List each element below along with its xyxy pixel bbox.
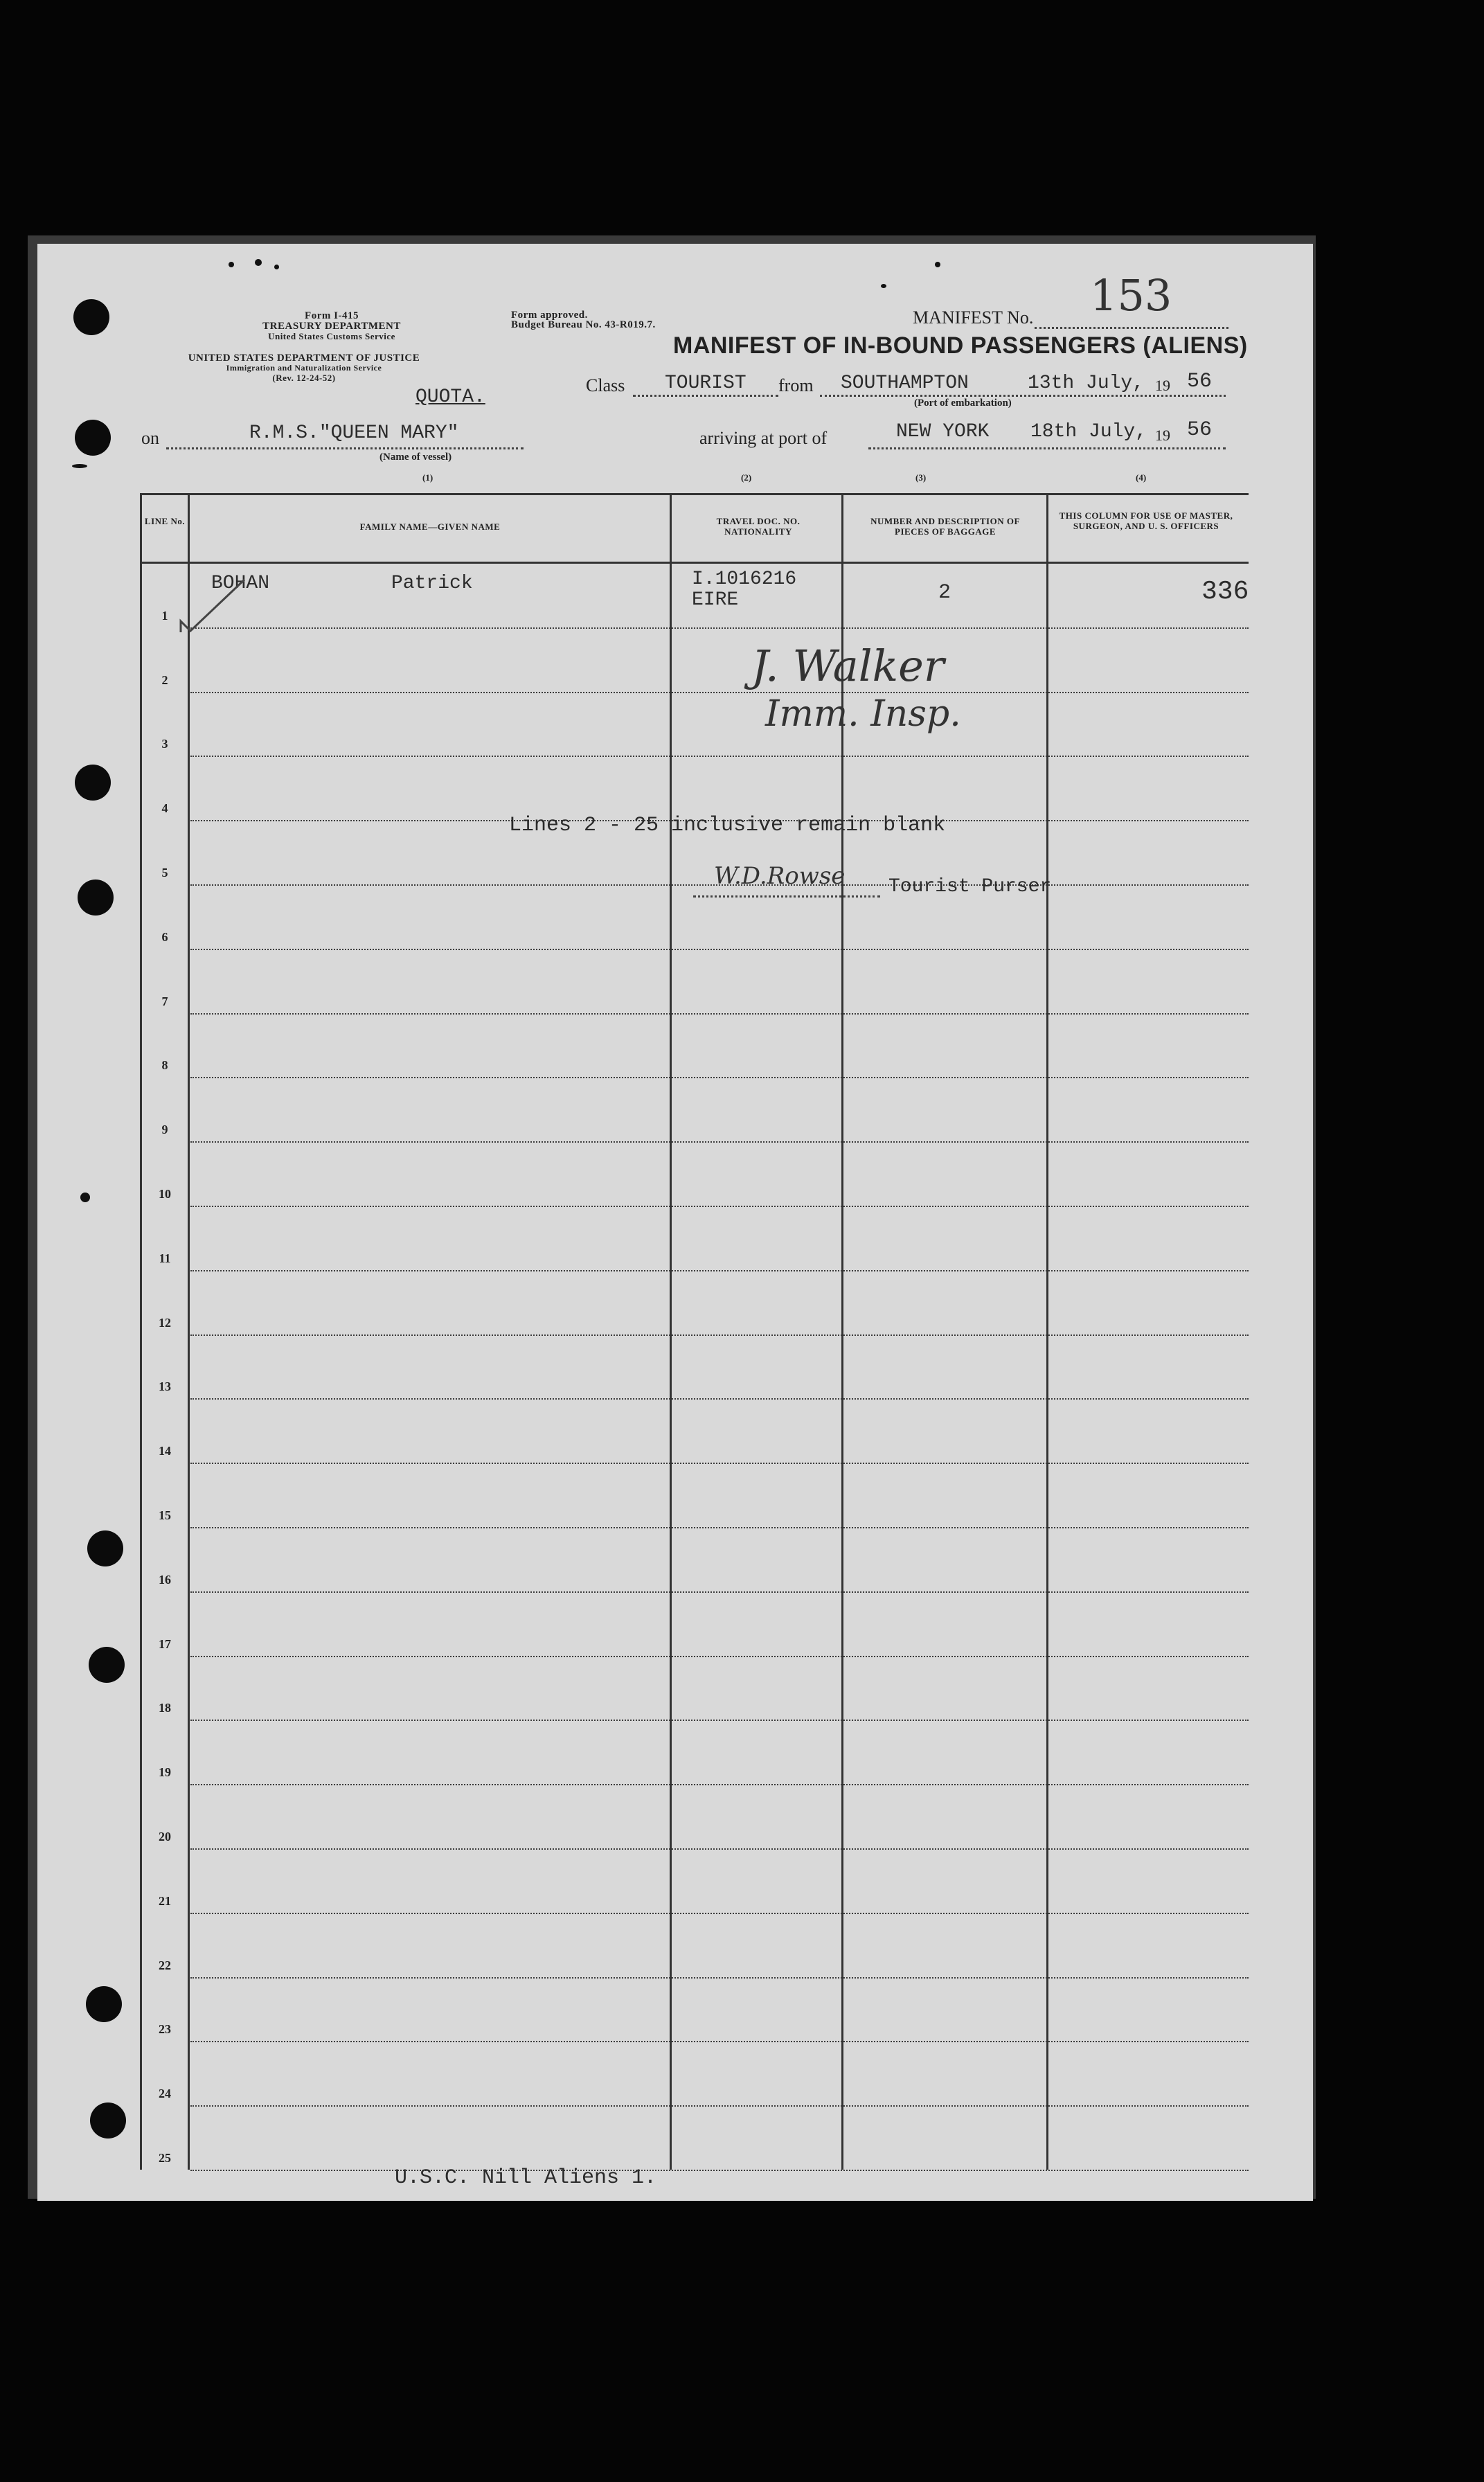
from-value: SOUTHAMPTON [841,373,969,394]
binder-hole [87,1530,123,1566]
footer-note: U.S.C. Nill Aliens 1. [395,2166,657,2190]
binder-hole [75,765,111,801]
table-row [142,693,1249,758]
row-number: 25 [159,2150,171,2165]
form-title: MANIFEST OF IN-BOUND PASSENGERS (ALIENS) [673,332,1248,359]
arrival-year: 56 [1187,418,1213,442]
row-number: 16 [159,1572,171,1587]
header-name: FAMILY NAME—GIVEN NAME [359,521,501,532]
row-number: 23 [159,2022,171,2037]
binder-hole [89,1647,125,1683]
depart-year: 56 [1187,370,1213,393]
table-row [142,1015,1249,1079]
customs-service: United States Customs Service [268,331,395,341]
table-row [142,1593,1249,1657]
table-row [142,1850,1249,1914]
binder-hole [73,299,109,335]
binder-hole [90,2102,126,2139]
table-row [142,1271,1249,1336]
table-row [142,1207,1249,1271]
table-row [142,1143,1249,1207]
row-number: 7 [161,994,168,1008]
table-row [142,629,1249,693]
dept-justice: UNITED STATES DEPARTMENT OF JUSTICE [188,352,420,364]
inspector-title: Imm. Insp. [765,693,961,735]
header-line-no: LINE No. [144,516,186,526]
header-travel-doc: TRAVEL DOC. NO. NATIONALITY [716,516,801,537]
arrival-port: NEW YORK [896,421,990,443]
entry-family-name: BOHAN [211,573,270,594]
row-number: 8 [161,1058,168,1073]
row-number: 6 [161,929,168,944]
table-row [142,1979,1249,2043]
binder-hole [86,1986,122,2022]
row-number: 9 [161,1123,168,1137]
entry-travel-doc: I.1016216 [692,569,797,590]
depart-date: 13th July, [1028,373,1145,394]
col-num-1: (1) [422,472,433,483]
row-number: 15 [159,1508,171,1522]
manifest-label: MANIFEST No. [913,307,1034,328]
quota-label: QUOTA. [415,386,485,408]
row-number: 14 [159,1444,171,1458]
ins-label: Immigration and Naturalization Service [226,363,382,373]
row-number: 13 [159,1380,171,1394]
arrival-date: 18th July, [1030,421,1147,443]
row-number: 4 [161,801,168,816]
header-baggage: NUMBER AND DESCRIPTION OF PIECES OF BAGGAGE [870,516,1020,537]
entry-given-name: Patrick [391,573,473,594]
passenger-table [140,493,1249,2170]
row-number: 22 [159,1958,171,1972]
blank-lines-note: Lines 2 - 25 inclusive remain blank [509,814,946,837]
table-row [142,1464,1249,1528]
col-num-2: (2) [741,472,752,483]
form-number: Form I-415 [305,310,359,321]
row-number: 2 [161,672,168,687]
arriving-label: arriving at port of [699,428,828,448]
purser-signature: W.D.Rowse [714,862,846,890]
table-row [142,1914,1249,1979]
form-approved: Form approved. [511,310,588,321]
col-num-3: (3) [915,472,927,483]
row-number: 20 [159,1829,171,1843]
col-num-4: (4) [1136,472,1147,483]
manifest-page [37,244,1313,2201]
row-number: 3 [161,737,168,751]
entry-officer-note: 336 [1201,577,1249,607]
rev-label: (Rev. 12-24-52) [272,373,336,383]
entry-nationality: EIRE [692,589,739,611]
table-row [142,1657,1249,1722]
row-number: 19 [159,1765,171,1780]
dept-treasury: TREASURY DEPARTMENT [262,321,401,332]
class-label: Class [586,375,625,395]
entry-baggage: 2 [938,581,951,605]
binder-hole [75,420,111,456]
table-row [142,1785,1249,1850]
arrival-year-prefix: 19 [1155,427,1170,444]
row-number: 10 [159,1186,171,1201]
depart-year-prefix: 19 [1155,377,1170,394]
manifest-number: 153 [1090,270,1172,321]
budget-bureau: Budget Bureau No. 43-R019.7. [511,319,656,330]
vessel-name: R.M.S."QUEEN MARY" [249,422,459,444]
table-row [142,1400,1249,1464]
row-number: 5 [161,865,168,880]
row-number: 1 [161,608,168,623]
on-label: on [141,428,159,448]
table-row [142,2107,1249,2171]
port-embarkation-note: (Port of embarkation) [914,398,1012,409]
from-label: from [778,375,814,395]
table-row [142,950,1249,1015]
table-row [142,1528,1249,1593]
table-row [142,757,1249,821]
row-number: 24 [159,2087,171,2101]
row-rule [190,2170,1249,2171]
table-row [142,2042,1249,2107]
header-officers: THIS COLUMN FOR USE OF MASTER, SURGEON, AND U. S. OFFICERS [1059,510,1233,531]
row-number: 18 [159,1701,171,1715]
purser-title: Tourist Purser [888,876,1052,898]
class-value: TOURIST [665,373,747,394]
table-row [142,1336,1249,1400]
line-1-check-mark [167,571,257,641]
row-number: 17 [159,1636,171,1651]
row-number: 12 [159,1315,171,1330]
table-row [142,1721,1249,1785]
row-number: 11 [159,1251,171,1265]
vessel-note: (Name of vessel) [379,452,452,463]
table-row [142,1078,1249,1143]
row-number: 21 [159,1893,171,1908]
binder-hole [78,880,114,916]
inspector-signature: J. Walker [751,641,945,691]
